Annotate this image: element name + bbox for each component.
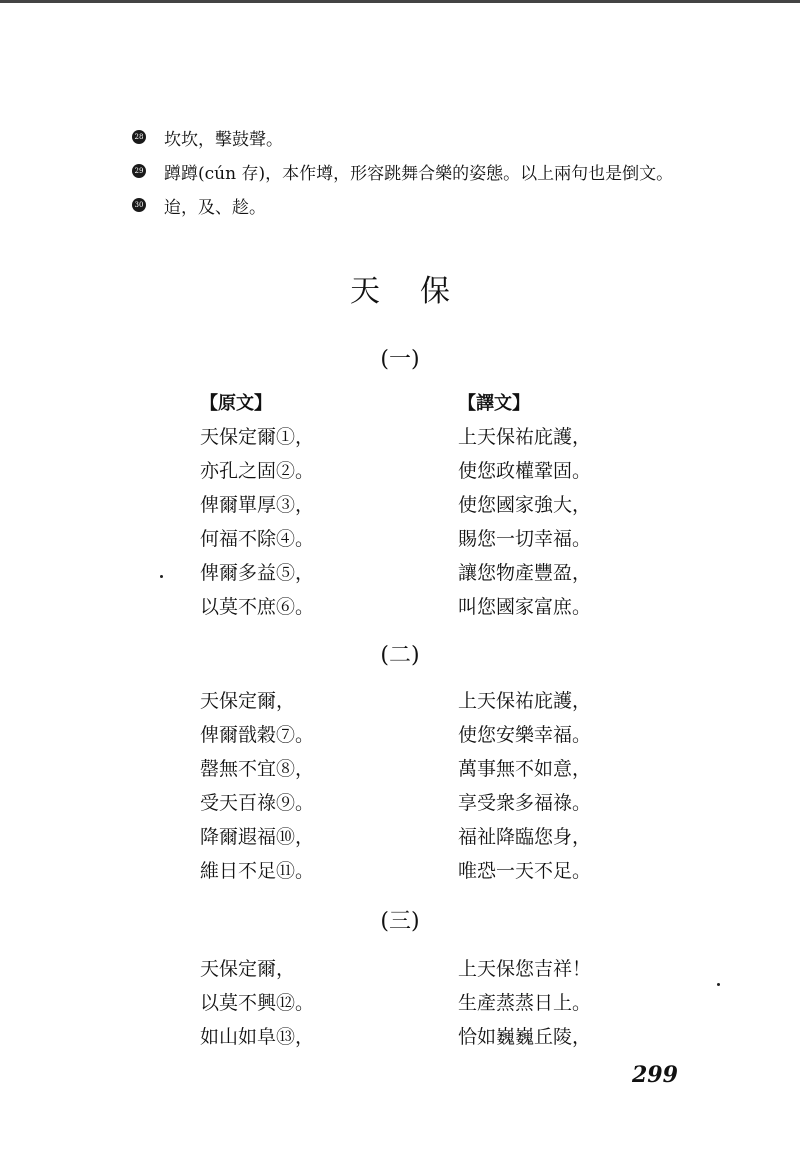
translation-line: 唯恐一天不足。 bbox=[458, 860, 592, 882]
poem-line: 天保定爾， bbox=[200, 690, 296, 712]
translation-line: 恰如巍巍丘陵， bbox=[458, 1026, 592, 1048]
poem-line: 俾爾單厚③， bbox=[200, 494, 315, 516]
footnote-text: 迨，及、趁。 bbox=[164, 197, 266, 218]
translation-line: 使您安樂幸福。 bbox=[458, 724, 592, 746]
translation-column bbox=[458, 952, 591, 1054]
poem-title: 天保 bbox=[350, 274, 490, 309]
scan-speck bbox=[717, 983, 720, 986]
translation-line: 生產蒸蒸日上。 bbox=[458, 992, 592, 1014]
poem-line: 以莫不庶⑥。 bbox=[200, 596, 315, 618]
poem-line: 維日不足⑪。 bbox=[200, 860, 315, 882]
poem-line: 何福不除④。 bbox=[200, 528, 315, 550]
translation-line: 叫您國家富庶。 bbox=[458, 596, 592, 618]
footnote-number: 30 bbox=[132, 198, 146, 212]
poem-line: 俾爾多益⑤， bbox=[200, 562, 315, 584]
translation-line: 享受衆多福祿。 bbox=[458, 792, 592, 814]
translation-line: 上天保祐庇護， bbox=[458, 426, 592, 448]
original-text-header: 【原文】 bbox=[200, 393, 272, 414]
poem-line: 降爾遐福⑩， bbox=[200, 826, 315, 848]
translation-line: 使您政權鞏固。 bbox=[458, 460, 592, 482]
scan-speck bbox=[160, 575, 163, 578]
poem-line: 以莫不興⑫。 bbox=[200, 992, 315, 1014]
original-text-column bbox=[200, 388, 314, 624]
footnote-text: 蹲蹲(cún 存)，本作壿，形容跳舞合樂的姿態。以上兩句也是倒文。 bbox=[164, 163, 674, 184]
section-heading: (三) bbox=[380, 909, 420, 934]
poem-line: 天保定爾①， bbox=[200, 426, 315, 448]
footnote bbox=[132, 154, 752, 188]
translation-line: 上天保祐庇護， bbox=[458, 690, 592, 712]
translation-line: 賜您一切幸福。 bbox=[458, 528, 592, 550]
poem-line: 罄無不宜⑧， bbox=[200, 758, 315, 780]
original-text-column bbox=[200, 952, 314, 1054]
footnote-number: 29 bbox=[132, 164, 146, 178]
poem-line: 俾爾戩穀⑦。 bbox=[200, 724, 315, 746]
original-text-column bbox=[200, 684, 314, 888]
footnote bbox=[132, 188, 752, 222]
poem-line: 如山如阜⑬， bbox=[200, 1026, 315, 1048]
translation-header: 【譯文】 bbox=[458, 393, 530, 414]
section-heading: (一) bbox=[380, 347, 420, 372]
translation-line: 福祉降臨您身， bbox=[458, 826, 592, 848]
page-number: 299 bbox=[632, 1062, 678, 1088]
poem-line: 天保定爾， bbox=[200, 958, 296, 980]
translation-line: 上天保您吉祥！ bbox=[458, 958, 592, 980]
footnote bbox=[132, 120, 752, 154]
footnote-number: 28 bbox=[132, 130, 146, 144]
translation-line: 萬事無不如意， bbox=[458, 758, 592, 780]
translation-line: 讓您物產豐盈， bbox=[458, 562, 592, 584]
translation-column bbox=[458, 684, 591, 888]
poem-line: 受天百祿⑨。 bbox=[200, 792, 315, 814]
footnotes bbox=[132, 120, 752, 222]
section-heading: (二) bbox=[380, 643, 420, 668]
translation-column bbox=[458, 388, 591, 624]
translation-line: 使您國家強大， bbox=[458, 494, 592, 516]
footnote-text: 坎坎，擊鼓聲。 bbox=[164, 129, 283, 150]
top-rule bbox=[0, 0, 800, 3]
poem-line: 亦孔之固②。 bbox=[200, 460, 315, 482]
